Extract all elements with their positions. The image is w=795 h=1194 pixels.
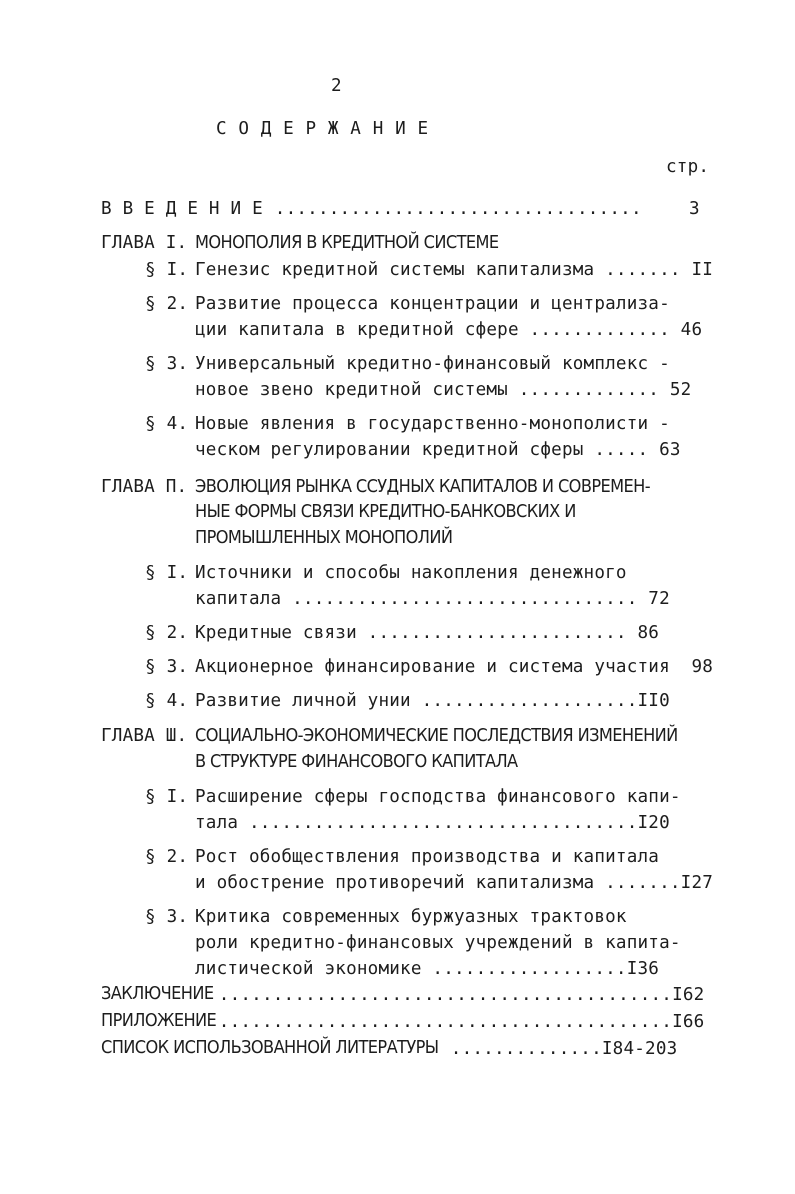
intro-leader: .................................. <box>264 199 642 219</box>
section-number: § 4. <box>145 691 189 711</box>
bibliography-leader: ..............I84-203 <box>440 1039 678 1059</box>
section-number: § I. <box>145 260 189 280</box>
intro-label: В В Е Д Е Н И Е <box>101 199 263 219</box>
bibliography-label: СПИСОК ИСПОЛЬЗОВАННОЙ ЛИТЕРАТУРЫ <box>101 1037 439 1058</box>
section-number: § 3. <box>145 657 189 677</box>
chapter-3-title-line: В СТРУКТУРЕ ФИНАНСОВОГО КАПИТАЛА <box>195 751 518 772</box>
section-title-line: Развитие личной унии ....................II0 <box>195 691 670 711</box>
section-title-line: Универсальный кредитно-финансовый комплекс - <box>195 354 670 374</box>
section-number: § 2. <box>145 623 189 643</box>
section-title-line: Кредитные связи ........................ 86 <box>195 623 660 643</box>
section-title-line: Развитие процесса концентрации и централиза- <box>195 294 670 314</box>
page-column-label: стр. <box>666 157 710 177</box>
section-title-line: ции капитала в кредитной сфере ............. 46 <box>195 320 703 340</box>
conclusion-leader: ..........................................I62 <box>208 985 705 1005</box>
chapter-3-title-line: СОЦИАЛЬНО-ЭКОНОМИЧЕСКИЕ ПОСЛЕДСТВИЯ ИЗМЕНЕНИЙ <box>195 725 678 746</box>
section-number: § I. <box>145 787 189 807</box>
section-title-line: капитала ................................ 72 <box>195 589 670 609</box>
section-title-line: Рост обобществления производства и капитала <box>195 847 660 867</box>
chapter-2-title-line: ЭВОЛЮЦИЯ РЫНКА ССУДНЫХ КАПИТАЛОВ И СОВРЕМЕН- <box>195 476 650 497</box>
toc-title: С О Д Е Р Ж А Н И Е <box>216 119 429 139</box>
section-title-line: тала ....................................I20 <box>195 813 670 833</box>
section-title-line: новое звено кредитной системы ............. 52 <box>195 380 692 400</box>
section-number: § 3. <box>145 907 189 927</box>
section-title-line: Источники и способы накопления денежного <box>195 563 627 583</box>
section-title-line: Расширение сферы господства финансового капи- <box>195 787 681 807</box>
chapter-2-title-line: НЫЕ ФОРМЫ СВЯЗИ КРЕДИТНО-БАНКОВСКИХ И <box>195 501 576 522</box>
section-title-line: ческом регулировании кредитной сферы ..... 63 <box>195 440 681 460</box>
chapter-1-title: МОНОПОЛИЯ В КРЕДИТНОЙ СИСТЕМЕ <box>195 232 499 253</box>
section-title-line: и обострение противоречий капитализма .......I27 <box>195 873 714 893</box>
section-number: § 2. <box>145 847 189 867</box>
chapter-3-label: ГЛАВА Ш. <box>101 726 188 746</box>
conclusion-label: ЗАКЛЮЧЕНИЕ <box>101 983 214 1004</box>
appendix-label: ПРИЛОЖЕНИЕ <box>101 1010 217 1031</box>
section-number: § 3. <box>145 354 189 374</box>
section-title-line: Критика современных буржуазных трактовок <box>195 907 627 927</box>
section-title-line: Акционерное финансирование и система участия 98 <box>195 657 714 677</box>
section-title-line: листической экономике ..................I36 <box>195 959 660 979</box>
section-number: § 4. <box>145 414 189 434</box>
chapter-1-label: ГЛАВА I. <box>101 233 188 253</box>
section-title-line: Новые явления в государственно-монополисти - <box>195 414 670 434</box>
page-number: 2 <box>331 76 342 96</box>
section-number: § 2. <box>145 294 189 314</box>
section-title-line: роли кредитно-финансовых учреждений в капита- <box>195 933 681 953</box>
section-title-line: Генезис кредитной системы капитализма ....... II <box>195 260 714 280</box>
section-number: § I. <box>145 563 189 583</box>
appendix-leader: ..........................................I66 <box>208 1012 705 1032</box>
chapter-2-label: ГЛАВА П. <box>101 477 188 497</box>
intro-page: 3 <box>689 199 700 219</box>
chapter-2-title-line: ПРОМЫШЛЕННЫХ МОНОПОЛИЙ <box>195 527 453 548</box>
